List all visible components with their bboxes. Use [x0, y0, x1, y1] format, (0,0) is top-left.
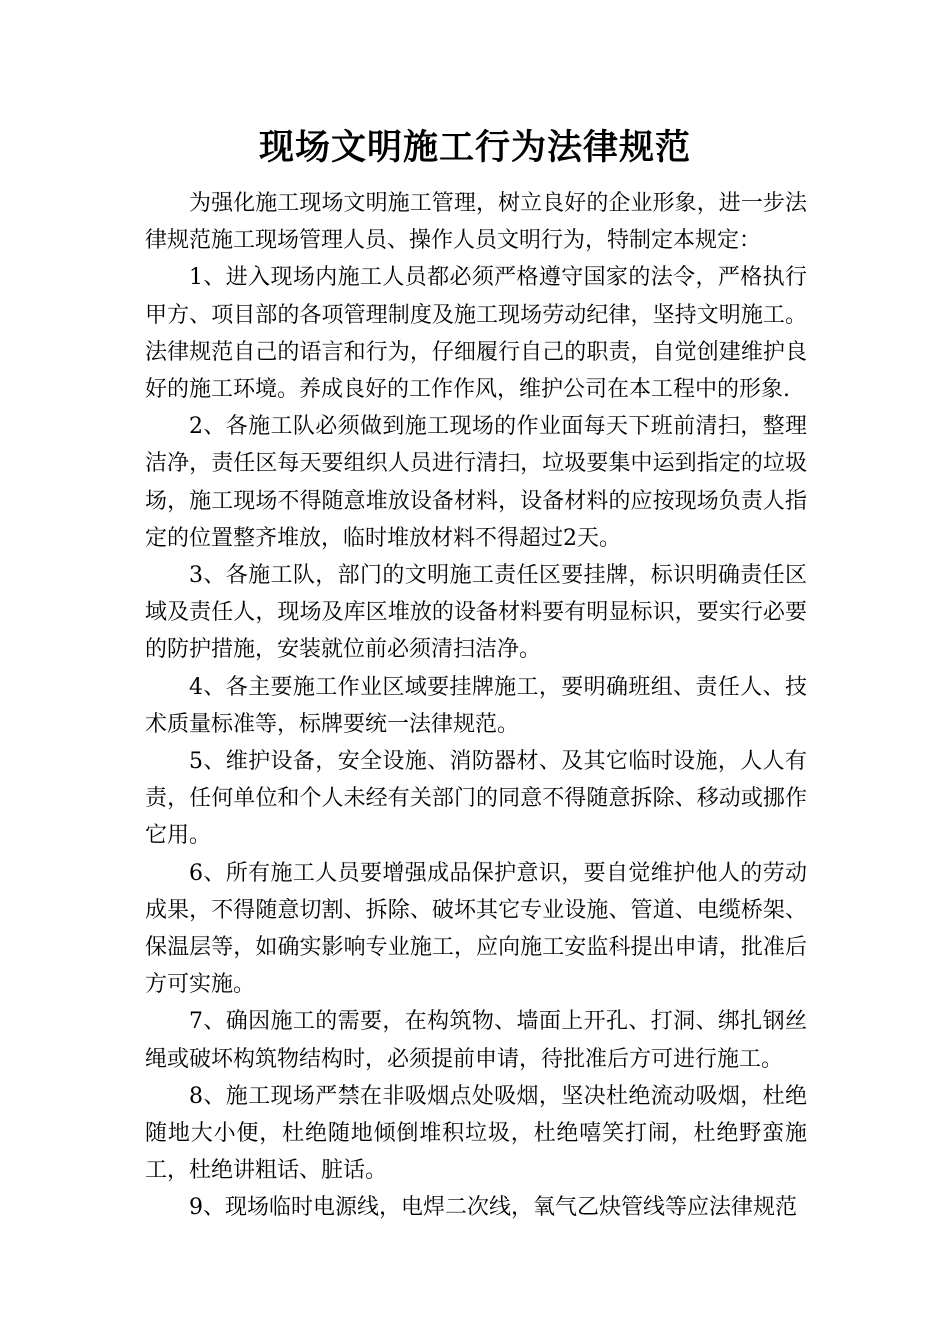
document-title: 现场文明施工行为法律规范 — [258, 128, 691, 168]
document-body — [145, 185, 807, 1227]
rule-paragraph-9: 9、现场临时电源线，电焊二次线，氧气乙炔管线等应法律规范 — [189, 1195, 797, 1221]
rule-paragraph-4: 4、各主要施工作业区域要挂牌施工，要明确班组、责任人、技术质量标准等，标牌要统一法律规范。 — [145, 674, 807, 737]
rule-paragraph-5: 5、维护设备，安全设施、消防器材、及其它临时设施，人人有责，任何单位和个人未经有关部门的同意不得随意拆除、移动或挪作它用。 — [145, 749, 807, 849]
intro-paragraph: 为强化施工现场文明施工管理，树立良好的企业形象，进一步法律规范施工现场管理人员、操作人员文明行为，特制定本规定： — [145, 191, 807, 254]
rule-paragraph-6: 6、所有施工人员要增强成品保护意识，要自觉维护他人的劳动成果，不得随意切割、拆除、破坏其它专业设施、管道、电缆桥架、保温层等，如确实影响专业施工，应向施工安监科提出申请，批准后方可实施。 — [145, 860, 807, 998]
rule-paragraph-2: 2、各施工队必须做到施工现场的作业面每天下班前清扫，整理洁净，责任区每天要组织人员进行清扫，垃圾要集中运到指定的垃圾场，施工现场不得随意堆放设备材料，设备材料的应按现场负责人指定的位置整齐堆放，临时堆放材料不得超过2天。 — [145, 414, 807, 551]
rule-paragraph-7: 7、确因施工的需要，在构筑物、墙面上开孔、打洞、绑扎钢丝绳或破坏构筑物结构时，必须提前申请，待批准后方可进行施工。 — [145, 1009, 807, 1072]
rule-paragraph-3: 3、各施工队，部门的文明施工责任区要挂牌，标识明确责任区域及责任人，现场及库区堆放的设备材料要有明显标识，要实行必要的防护措施，安装就位前必须清扫洁净。 — [145, 563, 807, 663]
rule-paragraph-8: 8、施工现场严禁在非吸烟点处吸烟，坚决杜绝流动吸烟，杜绝随地大小便，杜绝随地倾倒堆积垃圾，杜绝嘻笑打闹，杜绝野蛮施工，杜绝讲粗话、脏话。 — [145, 1083, 807, 1184]
rule-paragraph-1: 1、进入现场内施工人员都必须严格遵守国家的法令，严格执行甲方、项目部的各项管理制度及施工现场劳动纪律，坚持文明施工。法律规范自己的语言和行为，仔细履行自己的职责，自觉创建维护良好的施工环境。养成良好的工作作风，维护公司在本工程中的形象. — [145, 265, 807, 403]
